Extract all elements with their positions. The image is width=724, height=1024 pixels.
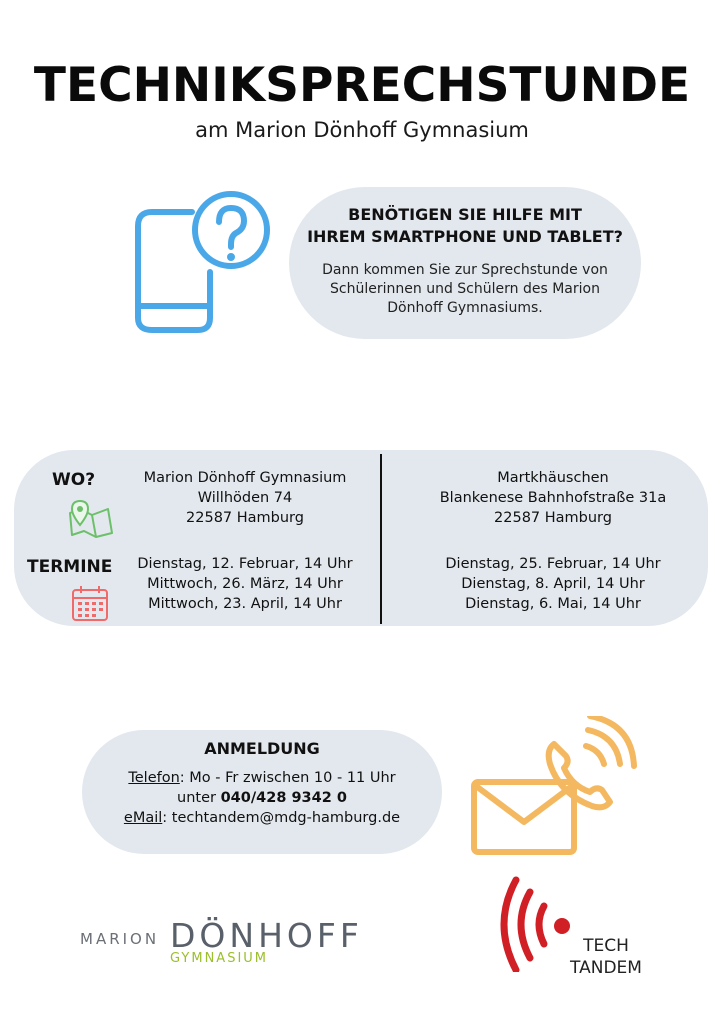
phone-number-line: [82, 788, 442, 808]
registration-title: ANMELDUNG: [204, 739, 320, 758]
dates-1: [120, 554, 370, 614]
email-address[interactable]: : techtandem@mdg-hamburg.de: [162, 810, 401, 826]
date-item: Mittwoch, 23. April, 14 Uhr: [148, 596, 342, 612]
help-heading-line2: IHREM SMARTPHONE UND TABLET?: [307, 227, 623, 246]
phone-number[interactable]: 040/428 9342 0: [220, 790, 347, 806]
help-heading-line1: BENÖTIGEN SIE HILFE MIT: [348, 205, 582, 224]
date-item: Dienstag, 8. April, 14 Uhr: [461, 576, 645, 592]
phone-label: Telefon: [128, 770, 180, 786]
map-pin-icon: [66, 499, 114, 539]
where-label: WO?: [52, 470, 96, 490]
school-logo-gymnasium: GYMNASIUM: [170, 951, 269, 966]
date-item: Dienstag, 25. Februar, 14 Uhr: [445, 556, 661, 572]
location-2-line: Martkhäuschen: [497, 470, 609, 486]
school-logo-name: DÖNHOFF: [170, 916, 363, 955]
calendar-icon: [71, 584, 109, 622]
phone-line: [82, 768, 442, 788]
dates-label: TERMINE: [27, 557, 113, 577]
tech-tandem-line2: TANDEM: [570, 958, 642, 978]
date-item: Dienstag, 6. Mai, 14 Uhr: [465, 596, 641, 612]
date-item: Dienstag, 12. Februar, 14 Uhr: [137, 556, 353, 572]
page-subtitle: am Marion Dönhoff Gymnasium: [195, 118, 529, 142]
date-item: Mittwoch, 26. März, 14 Uhr: [147, 576, 343, 592]
location-1: [120, 468, 370, 528]
column-divider: [380, 454, 382, 624]
smartphone-question-icon: [130, 190, 280, 336]
location-1-line: 22587 Hamburg: [186, 510, 304, 526]
school-logo-marion: MARION: [80, 930, 160, 948]
email-label: eMail: [123, 810, 163, 826]
registration-box: [82, 730, 442, 854]
phone-hours: : Mo - Fr zwischen 10 - 11 Uhr: [179, 770, 396, 786]
location-2-line: Blankenese Bahnhofstraße 31a: [439, 490, 667, 506]
envelope-phone-icon: [468, 716, 638, 858]
tech-tandem-logo-text: [556, 935, 656, 979]
email-line: [82, 808, 442, 828]
location-2: [400, 468, 706, 528]
help-heading: [289, 204, 641, 248]
dates-2: [400, 554, 706, 614]
help-box: [289, 187, 641, 339]
help-text: Dann kommen Sie zur Sprechstunde von Schülerinnen und Schülern des Marion Dönhoff Gymnasiums.: [322, 262, 608, 316]
phone-prefix: unter: [177, 790, 221, 806]
location-1-line: Willhöden 74: [197, 490, 293, 506]
page-title: TECHNIKSPRECHSTUNDE: [33, 58, 691, 113]
tech-tandem-line1: TECH: [583, 936, 629, 956]
location-2-line: 22587 Hamburg: [494, 510, 612, 526]
location-1-line: Marion Dönhoff Gymnasium: [143, 470, 347, 486]
